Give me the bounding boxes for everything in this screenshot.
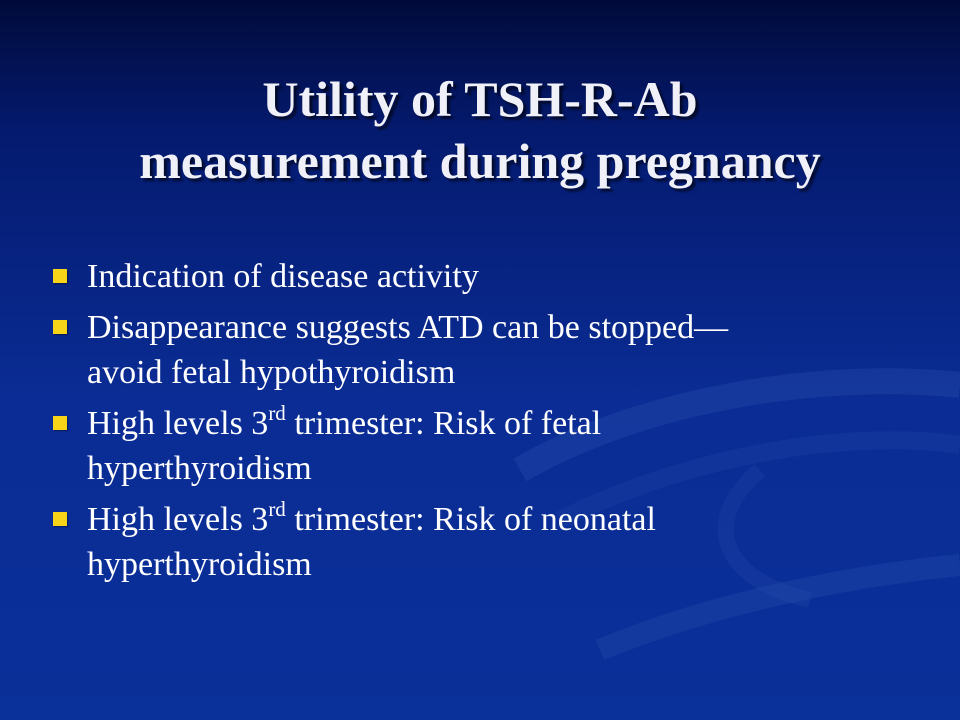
square-bullet-icon <box>53 320 67 334</box>
square-bullet-icon <box>53 269 67 283</box>
bullet-text-line-1: Disappearance suggests ATD can be stopped— <box>87 309 729 346</box>
bullet-text-line-2: hyperthyroidism <box>87 546 312 583</box>
bullet-item-disease-activity <box>50 254 910 299</box>
bullet-text-line-2: hyperthyroidism <box>87 450 312 487</box>
ordinal-superscript: rd <box>268 497 286 521</box>
slide-title <box>40 68 920 192</box>
bullet-text-part: trimester: Risk of fetal <box>285 405 602 442</box>
square-bullet-icon <box>53 512 67 526</box>
bullet-text-line-2: avoid fetal hypothyroidism <box>87 354 456 391</box>
square-bullet-icon <box>53 416 67 430</box>
title-line-1: Utility of TSH-R-Ab <box>262 71 698 127</box>
bullet-text-line-1 <box>87 497 910 542</box>
bullet-text-part: trimester: Risk of neonatal <box>285 501 656 538</box>
bullet-text-part: High levels 3 <box>87 405 269 442</box>
bullet-list <box>50 254 910 593</box>
title-line-2: measurement during pregnancy <box>139 133 821 189</box>
bullet-text: Indication of disease activity <box>87 258 479 295</box>
bullet-item-neonatal-hyperthyroidism <box>50 497 910 587</box>
bullet-item-disappearance <box>50 305 910 395</box>
bullet-text-part: High levels 3 <box>87 501 269 538</box>
bullet-item-fetal-hyperthyroidism <box>50 401 910 491</box>
ordinal-superscript: rd <box>268 401 286 425</box>
bullet-text-line-1 <box>87 401 910 446</box>
